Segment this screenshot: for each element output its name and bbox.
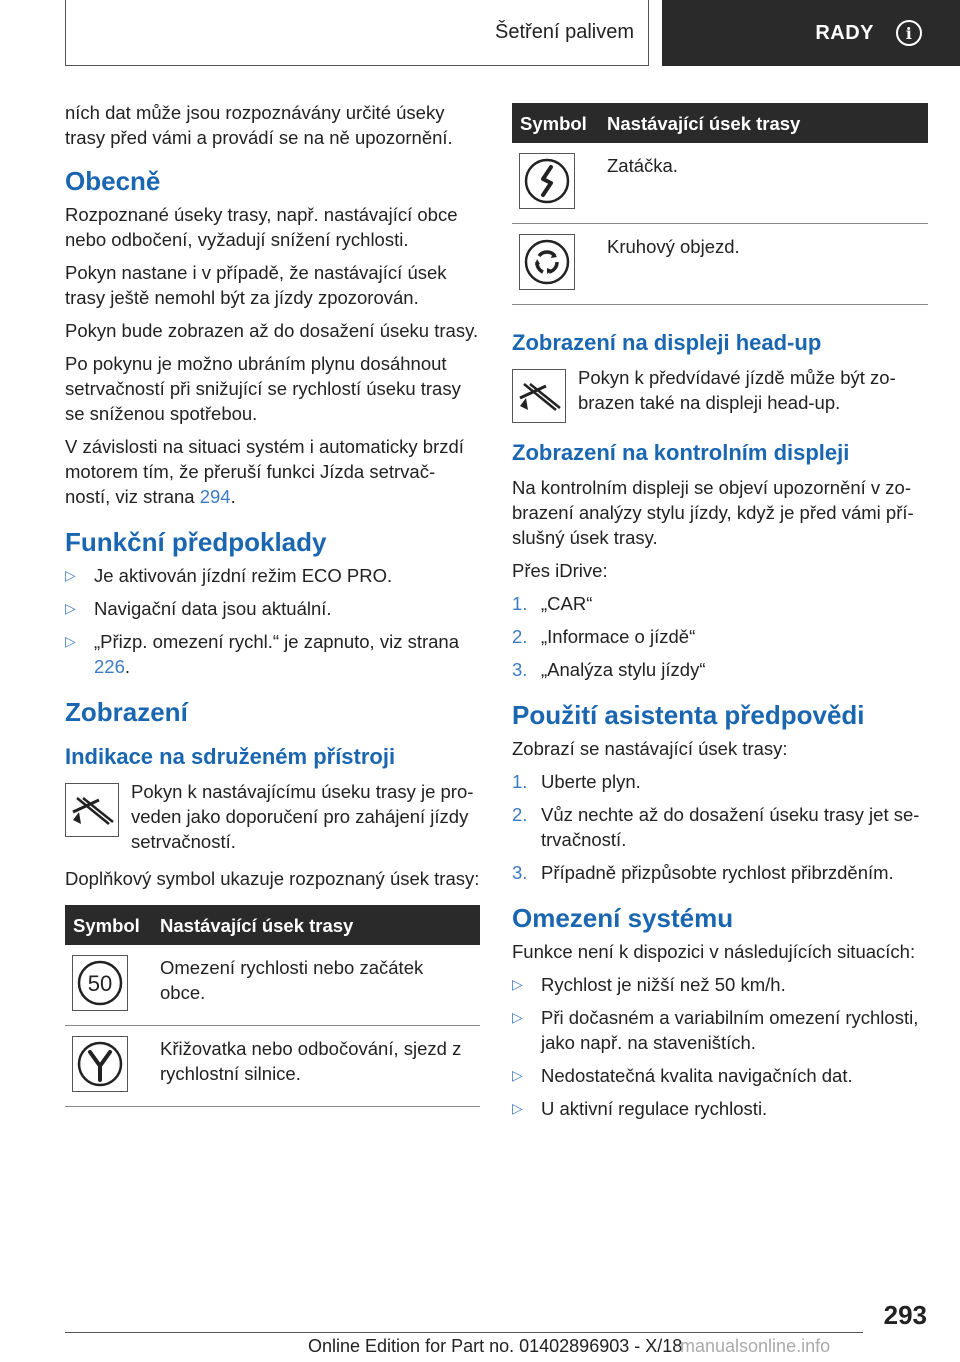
triangle-bullet-icon: ▷: [65, 600, 76, 616]
paragraph: Doplňkový symbol ukazuje rozpoznaný úsek trasy:: [65, 868, 480, 889]
right-column: [512, 103, 928, 1129]
list-item: [512, 1005, 928, 1055]
paragraph: Zobrazí se nastávající úsek trasy:: [512, 738, 788, 759]
list-item: [65, 563, 480, 588]
speed-limit-value: 50: [87, 971, 113, 996]
chapter-title: RADY: [815, 21, 874, 44]
list-item: [65, 629, 480, 679]
list-item: [512, 657, 928, 682]
roundabout-icon: [519, 234, 575, 290]
step-number: 3.: [512, 862, 528, 883]
triangle-bullet-icon: ▷: [512, 1100, 523, 1116]
table-cell-text: Kruhový objezd.: [599, 224, 928, 305]
page-header: [0, 0, 960, 66]
usage-steps: [512, 769, 928, 885]
list-item-text: Při dočasném a variabilním omezení rychlosti, jako např. na staveništích.: [541, 1007, 919, 1053]
triangle-bullet-icon: ▷: [512, 1067, 523, 1083]
paragraph-text: V závislosti na situaci systém i automaticky brzdí motorem tím, že přeruší funkci Jízda setrvač-ností, viz strana: [65, 436, 464, 507]
list-item-text: Je aktivován jízdní režim ECO PRO.: [94, 565, 393, 586]
paragraph: [65, 434, 480, 509]
heading-kontrol: Zobrazení na kontrolním displeji: [512, 440, 850, 465]
paragraph: Pokyn nastane i v případě, že nastávající úsek trasy ještě nemohl být za jízdy zpozorován.: [65, 262, 447, 308]
idrive-steps: [512, 591, 928, 682]
menu-path: „CAR“: [541, 593, 593, 614]
step-number: 1.: [512, 593, 528, 614]
table-cell-text: Omezení rychlosti nebo začátek obce.: [152, 945, 480, 1026]
list-item: [512, 624, 928, 649]
column-header: Nastávající úsek trasy: [599, 103, 928, 143]
page-link-294[interactable]: 294: [199, 486, 231, 507]
list-item-text: Rychlost je nižší než 50 km/h.: [541, 974, 786, 995]
table-header-row: [65, 905, 480, 945]
indikace-text: Pokyn k nastávajícímu úseku trasy je pro-veden jako doporučení pro zahájení jízdy setrvačností.: [131, 781, 474, 852]
heading-indikace: Indikace na sdruženém přístroji: [65, 744, 396, 769]
curve-icon: [519, 153, 575, 209]
indikace-block: [65, 779, 480, 854]
symbol-table-right: [512, 103, 928, 305]
section-title: Šetření palivem: [495, 21, 634, 43]
column-header: Symbol: [512, 103, 599, 143]
symbol-table-left: [65, 905, 480, 1107]
footer-divider: [65, 1332, 863, 1333]
paragraph: Rozpoznané úseky trasy, např. nastávající obce nebo odbočení, vyžadují snížení rychlosti.: [65, 204, 458, 250]
list-item-text: Nedostatečná kvalita navigačních dat.: [541, 1065, 853, 1086]
heading-pouziti: Použití asistenta předpovědi: [512, 700, 865, 730]
coasting-icon: [512, 369, 566, 423]
section-tab[interactable]: [65, 0, 649, 66]
edition-text: Online Edition for Part no. 01402896903 - X/18: [308, 1336, 683, 1356]
table-row: [65, 945, 480, 1026]
list-item: [512, 769, 928, 794]
list-item: [65, 596, 480, 621]
limitations-list: [512, 972, 928, 1121]
menu-path: „Analýza stylu jízdy“: [541, 659, 706, 680]
list-item-text: Navigační data jsou aktuální.: [94, 598, 332, 619]
step-text: Vůz nechte až do dosažení úseku trasy jet se-trvačností.: [541, 804, 920, 850]
list-item-text: .: [124, 656, 131, 677]
triangle-bullet-icon: ▷: [512, 976, 523, 992]
triangle-bullet-icon: ▷: [512, 1009, 523, 1025]
table-cell: [65, 1026, 152, 1107]
hud-block: [512, 365, 928, 423]
list-item-text: U aktivní regulace rychlosti.: [541, 1098, 768, 1119]
watermark: manualsonline.info: [680, 1336, 831, 1356]
info-icon: i: [896, 20, 922, 46]
menu-path: „Informace o jízdě“: [541, 626, 696, 647]
table-row: [512, 143, 928, 224]
list-item: [512, 1096, 928, 1121]
list-item: [512, 860, 928, 885]
intro-paragraph: ních dat může jsou rozpoznávány určité úseky trasy před vámi a provádí se na ně upozornění.: [65, 102, 453, 148]
paragraph: Pokyn bude zobrazen až do dosažení úseku trasy.: [65, 320, 479, 341]
heading-omezeni: Omezení systému: [512, 903, 734, 933]
list-item: [512, 591, 928, 616]
paragraph: Po pokynu je možno ubráním plynu dosáhnout setrvačností při snižující se rychlostí úseku trasy se sníženou spotřebou.: [65, 353, 461, 424]
list-item-text: „Přizp. omezení rychl.“ je zapnuto, viz strana: [94, 631, 460, 652]
table-cell-text: Zatáčka.: [599, 143, 928, 224]
table-row: [512, 224, 928, 305]
paragraph-text: .: [230, 486, 236, 507]
paragraph: Přes iDrive:: [512, 560, 608, 581]
list-item: [512, 802, 928, 852]
page-number: 293: [883, 1300, 927, 1330]
paragraph: Na kontrolním displeji se objeví upozornění v zo-brazení analýzy stylu jízdy, když je před vámi pří-slušný úsek trasy.: [512, 477, 914, 548]
heading-zobrazeni: Zobrazení: [65, 697, 188, 727]
table-row: [65, 1026, 480, 1107]
triangle-bullet-icon: ▷: [65, 567, 76, 583]
heading-hud: Zobrazení na displeji head-up: [512, 330, 822, 355]
prerequisite-list: [65, 563, 480, 679]
triangle-bullet-icon: ▷: [65, 633, 76, 649]
coasting-icon: [65, 783, 119, 837]
table-cell: [512, 224, 599, 305]
step-text: Uberte plyn.: [541, 771, 641, 792]
table-cell-text: Křižovatka nebo odbočování, sjezd z rychlostní silnice.: [152, 1026, 480, 1107]
heading-obecne: Obecně: [65, 166, 161, 196]
table-header-row: [512, 103, 928, 143]
speed-limit-50-icon: [72, 955, 128, 1011]
column-header: Symbol: [65, 905, 152, 945]
list-item: [512, 1063, 928, 1088]
step-text: Případně přizpůsobte rychlost přibrzděním.: [541, 862, 894, 883]
paragraph: Funkce není k dispozici v následujících situacích:: [512, 941, 916, 962]
page-link-226[interactable]: 226: [94, 656, 125, 677]
hud-text: Pokyn k předvídavé jízdě může být zo-brazen také na displeji head-up.: [578, 367, 896, 413]
step-number: 2.: [512, 626, 528, 647]
chapter-tab[interactable]: [662, 0, 960, 66]
list-item: [512, 972, 928, 997]
table-cell: [512, 143, 599, 224]
heading-funkcni: Funkční předpoklady: [65, 527, 327, 557]
step-number: 1.: [512, 771, 528, 792]
left-column: [65, 100, 480, 1107]
column-header: Nastávající úsek trasy: [152, 905, 480, 945]
junction-icon: [72, 1036, 128, 1092]
step-number: 3.: [512, 659, 528, 680]
step-number: 2.: [512, 804, 528, 825]
table-cell: [65, 945, 152, 1026]
